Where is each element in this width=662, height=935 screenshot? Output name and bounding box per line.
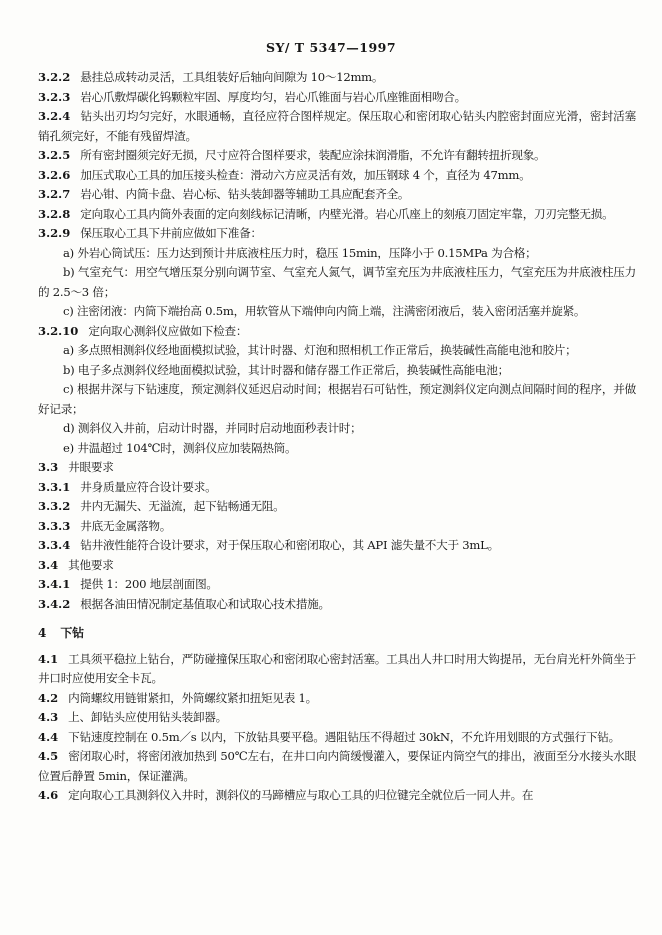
list-item [38, 361, 636, 381]
clause-number: 3.2.6 [38, 167, 71, 182]
clause-text: d) 测斜仪入井前，启动计时器，并同时启动地面秒表计时； [63, 421, 362, 435]
clause-text: 所有密封圈须完好无损，尺寸应符合图样要求，装配应涂抹润滑脂，不允许有翻转扭折现象。 [80, 148, 546, 162]
clause-text: 定向取心测斜仪应做如下检查： [88, 323, 248, 338]
clause-number: 3.2.9 [38, 226, 71, 240]
list-item [38, 439, 636, 459]
section-heading [38, 624, 636, 644]
clause-paragraph [38, 205, 636, 225]
clause-paragraph [38, 595, 636, 615]
clause-paragraph [38, 728, 636, 748]
clause-number: 4.2 [38, 690, 59, 705]
clause-paragraph [38, 575, 636, 595]
list-item [38, 302, 636, 322]
clause-number: 4.4 [38, 729, 59, 744]
clause-paragraph [38, 146, 636, 166]
clause-number: 3.4.2 [38, 596, 71, 611]
clause-number: 3.2.2 [38, 70, 71, 84]
clause-text: c) 注密闭液：内筒下端抬高 0.5m，用软管从下端伸向内筒上端，注满密闭液后，装入密闭活塞并旋紧。 [63, 304, 586, 318]
clause-paragraph [38, 322, 636, 342]
clause-text: 密闭取心时，将密闭液加热到 50℃左右，在井口向内筒缓慢灌入，要保证内筒空气的排出，液面至分水接头水眼位置后静置 5min，保证灌满。 [38, 749, 636, 783]
clause-number: 3.3.1 [38, 479, 71, 494]
clause-paragraph [38, 650, 636, 689]
clause-paragraph [38, 556, 636, 576]
clause-number: 3.3.4 [38, 538, 71, 552]
clause-text: 定向取心工具内筒外表面的定向刻线标记清晰，内壁光滑。岩心爪座上的刻痕刀固定牢靠，刀刃完整无损。 [80, 206, 614, 221]
clause-text: 定向取心工具测斜仪入井时，测斜仪的马蹄槽应与取心工具的归位键完全就位后一同人井。在 [68, 788, 534, 802]
clause-paragraph [38, 517, 636, 537]
clause-text: 钻井液性能符合设计要求，对于保压取心和密闭取心，其 API 滤失量不大于 3mL。 [80, 538, 499, 552]
clause-text: 井底无金属落物。 [80, 518, 172, 533]
list-item [38, 341, 636, 361]
clause-number: 4.3 [38, 710, 59, 724]
clause-paragraph [38, 458, 636, 478]
clause-number: 3.4 [38, 557, 59, 572]
clause-number: 3.3.2 [38, 499, 71, 513]
clause-text: 井眼要求 [68, 460, 114, 474]
clause-paragraph [38, 747, 636, 786]
clause-text: c) 根据井深与下钻速度，预定测斜仪延迟启动时间；根据岩石可钻性，预定测斜仪定向测点间隔时间的程序，并做好记录； [38, 382, 636, 416]
clause-text: e) 井温超过 104℃时，测斜仪应加装隔热筒。 [63, 440, 297, 455]
clause-text: 工具须平稳拉上钻台，严防碰撞保压取心和密闭取心密封活塞。工具出人井口时用大钩提吊，无台肩光杆外筒坐于井口时应使用安全卡瓦。 [38, 651, 636, 685]
clause-number: 3.2.10 [38, 323, 79, 338]
clause-number: 3.2.7 [38, 187, 71, 201]
clause-number: 3.2.4 [38, 109, 71, 123]
clause-text: b) 电子多点测斜仪经地面模拟试验，其计时器和储存器工作正常后，换装碱性高能电池； [63, 362, 509, 377]
clause-text: a) 多点照相测斜仪经地面模拟试验，其计时器、灯泡和照相机工作正常后，换装碱性高能电池和胶片； [63, 343, 577, 357]
clause-text: 井内无漏失、无溢流，起下钻畅通无阻。 [80, 499, 285, 513]
clause-text: 根据各油田情况制定基值取心和试取心技术措施。 [80, 596, 330, 611]
clause-paragraph [38, 68, 636, 88]
list-item [38, 244, 636, 264]
clause-paragraph [38, 88, 636, 108]
clause-paragraph [38, 497, 636, 517]
clause-text: b) 气室充气：用空气增压泵分别向调节室、气室充人氮气，调节室充压为井底液柱压力，气室充压为井底液柱压力的 2.5～3 倍； [38, 265, 636, 299]
clause-paragraph [38, 224, 636, 244]
clause-number: 4 [38, 626, 47, 640]
clause-number: 3.4.1 [38, 577, 71, 591]
clause-paragraph [38, 689, 636, 709]
document-body [38, 68, 636, 806]
list-item [38, 419, 636, 439]
clause-paragraph [38, 166, 636, 186]
clause-paragraph [38, 786, 636, 806]
clause-text: 井身质量应符合设计要求。 [80, 479, 217, 494]
clause-text: 下钻速度控制在 0.5m／s 以内，下放钻具要平稳。遇阻钻压不得超过 30kN，不允许用划眼的方式强行下钻。 [68, 729, 620, 744]
clause-text: 其他要求 [68, 557, 114, 572]
clause-text: 下钻 [60, 626, 84, 640]
clause-paragraph [38, 536, 636, 556]
clause-number: 3.3.3 [38, 518, 71, 533]
clause-text: 加压式取心工具的加压接头检查：滑动六方应灵活有效，加压钢球 4 个，直径为 47mm。 [80, 167, 531, 182]
clause-text: 岩心爪敷焊碳化钨颗粒牢固、厚度均匀，岩心爪锥面与岩心爪座锥面相吻合。 [80, 89, 466, 104]
clause-text: 钻头出刃均匀完好，水眼通畅，直径应符合图样规定。保压取心和密闭取心钻头内腔密封面应光滑，密封活塞销孔须完好，不能有残留焊渣。 [38, 109, 636, 143]
clause-paragraph [38, 708, 636, 728]
list-item [38, 380, 636, 419]
clause-text: 内筒螺纹用链钳紧扣，外筒螺纹紧扣扭矩见表 1。 [68, 690, 317, 705]
clause-number: 3.2.3 [38, 89, 71, 104]
clause-text: 悬挂总成转动灵活，工具组装好后轴向间隙为 10～12mm。 [80, 70, 384, 84]
clause-number: 3.2.8 [38, 206, 71, 221]
clause-number: 4.5 [38, 749, 59, 763]
clause-text: 保压取心工具下井前应做如下准备： [80, 226, 262, 240]
clause-text: 提供 1：200 地层剖面图。 [80, 577, 218, 591]
list-item [38, 263, 636, 302]
clause-text: a) 外岩心筒试压：压力达到预计井底液柱压力时，稳压 15min，压降小于 0.15MPa 为合格； [63, 245, 537, 260]
clause-number: 4.6 [38, 788, 59, 802]
clause-text: 岩心钳、内筒卡盘、岩心标、钻头装卸器等辅助工具应配套齐全。 [80, 187, 410, 201]
clause-paragraph [38, 185, 636, 205]
clause-text: 上、卸钻头应使用钻头装卸器。 [68, 710, 227, 724]
clause-paragraph [38, 478, 636, 498]
page-header: SY/ T 5347—1997 [265, 40, 397, 55]
clause-paragraph [38, 107, 636, 146]
clause-number: 4.1 [38, 651, 59, 666]
clause-number: 3.2.5 [38, 148, 71, 162]
clause-number: 3.3 [38, 460, 59, 474]
